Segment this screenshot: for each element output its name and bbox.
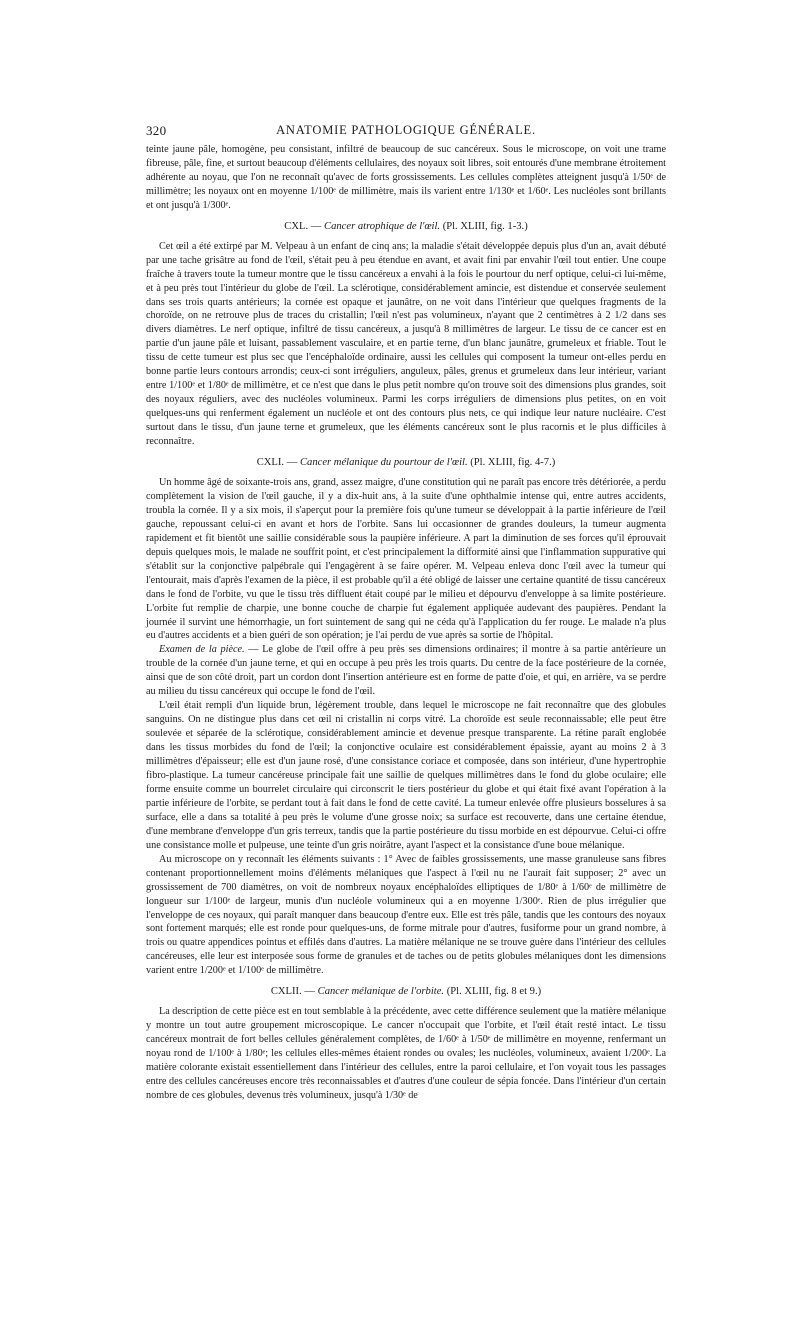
paragraph: Cet œil a été extirpé par M. Velpeau à un enfant de cinq ans; la maladie s'était développée depuis plus d'un an, avait débuté par une tache grisâtre au fond de l'œil, s'était peu à peu étendue en avant, et avait fini par envahir l'œil tout entier. Une coupe fraîche à travers toute la tumeur montre que le tissu cancéreux a envahi à la fois le pourtour du nerf optique, celui-ci lui-même, et à peu près tout l'intérieur du globe de l'œil. La sclérotique, considérablement amincie, est distendue et conservée seulement dans ses trois quarts antérieurs; la cornée est opaque et jaunâtre, on ne voit dans l'intérieur que quelques fragments de la choroïde, on ne retrouve plus de traces du cristallin; l'œil n'est pas volumineux, n'ayant que 2 centimètres à 2 1/2 dans ses divers diamètres. Le nerf optique, infiltré de tissu cancéreux, a jusqu'à 8 millimètres de largeur. Le tissu de ce cancer est en partie d'un jaune pâle et luisant, passablement vasculaire, et en partie terne, d'un blanc jaunâtre, grumeleux et friable. Tout le tissu de cette tumeur est plus sec que l'encéphaloïde ordinaire, aussi les cellules qui composent la tumeur ont-elles perdu en bonne partie leurs contours arrondis; ceux-ci sont irréguliers, anguleux, pâles, grenus et grumeleux dans leur intérieur, variant entre 1/100ᵉ et 1/80ᵉ de millimètre, et ce n'est que dans le plus petit nombre qu'on trouve soit des dimensions plus grandes, soit des noyaux réguliers, avec des nucléoles volumineux. Parmi les corps irréguliers de dimensions plus petites, on en voit quelques-uns qui renferment également un nucléole et ont des contours plus nets, ce qui indique leur nature nucléaire. C'est surtout dans le tissu, d'un jaune terne et grumeleux, que les éléments cancéreux sont le plus racornis et le plus difficiles à reconnaître.: [146, 240, 666, 448]
paragraph: Au microscope on y reconnaît les éléments suivants : 1° Avec de faibles grossissements, une masse granuleuse sans fibres contenant proportionnellement moins d'éléments mélaniques que l'aspect à l'œil nu ne l'aurait fait supposer; 2° avec un grossissement de 700 diamètres, on voit de nombreux noyaux encéphaloïdes elliptiques de 1/80ᵉ à 1/60ᵉ de millimètre de longueur sur 1/100ᵉ de largeur, munis d'un nucléole volumineux qui a en moyenne 1/300ᵉ. Rien de plus irrégulier que l'enveloppe de ces noyaux, qui paraît manquer dans beaucoup d'entre eux. Elle est très pâle, tandis que les contours des noyaux sont fortement marqués; elle est ronde pour quelques-uns, de forme mitrale pour d'autres, fusiforme pour un grand nombre, à trois ou quatre appendices pointus et effilés dans d'autres. La matière mélanique ne se trouve guère dans l'intérieur des cellules cancéreuses, elle leur est interposée sous forme de granules et de taches ou de petits globules mélaniques dont les dimensions varient entre 1/200ᵉ et 1/100ᵉ de millimètre.: [146, 853, 666, 977]
section-number: CXL. —: [284, 220, 324, 232]
plate-reference: (Pl. XLIII, fig. 4-7.): [467, 457, 556, 469]
body-text: [146, 143, 666, 1103]
paragraph: [146, 643, 666, 699]
paragraph-label: Examen de la pièce.: [159, 644, 245, 656]
section-title: Cancer atrophique de l'œil.: [324, 220, 441, 232]
running-head: ANATOMIE PATHOLOGIQUE GÉNÉRALE.: [276, 123, 536, 137]
paragraph: La description de cette pièce est en tout semblable à la précédente, avec cette différence seulement que la matière mélanique y montre un tout autre groupement microscopique. Le cancer n'occupait que l'orbite, et l'œil était resté intact. Le tissu cancéreux montrait de fort belles cellules généralement complètes, de 1/60ᵉ à 1/50ᵉ de millimètre en moyenne, renfermant un noyau rond de 1/100ᵉ à 1/80ᵉ; les cellules elles-mêmes étaient rondes ou ovales; les nucléoles, volumineux, avaient 1/200ᵉ. La matière colorante existait essentiellement dans l'intérieur des cellules, entre la paroi cellulaire, et l'on voyait tous les passages entre des cellules cancéreuses encore très reconnaissables et d'autres d'une couleur de sépia foncée. Dans l'intérieur d'un certain nombre de ces globules, devenus très volumineux, jusqu'à 1/30ᵉ de: [146, 1006, 666, 1101]
page-number: 320: [146, 123, 167, 138]
section-number: CXLI. —: [256, 457, 300, 469]
section-heading-cxl: [146, 220, 666, 234]
paragraph: Un homme âgé de soixante-trois ans, grand, assez maigre, d'une constitution qui ne paraît pas encore très détériorée, a perdu complètement la vision de l'œil gauche, il y a dix-huit ans, à la suite d'une ophthalmie intense qui, entre autres accidents, troubla la cornée. Il y a six mois, il s'aperçut pour la première fois qu'une tumeur se développait à la partie inférieure de l'œil gauche, repoussant celui-ci en avant et hors de l'orbite. Sans lui occasionner de grandes douleurs, la tumeur augmenta rapidement et fit bientôt une saillie considérable sous la paupière inférieure. A part la diminution de ses forces qu'il éprouvait depuis quelques mois, le malade ne souffrit point, et c'est principalement la difformité ainsi que l'inflammation suppurative qui s'établit sur la conjonctive palpébrale qui l'engagèrent à se faire opérer. M. Velpeau enleva donc l'œil avec la tumeur qui l'entourait, mais d'après l'examen de la pièce, il est probable qu'il a été obligé de laisser une certaine quantité de tissu cancéreux dans le fond de l'orbite, vu que le tissu très diffluent était coupé par le milieu et dépourvu d'enveloppe à sa limite postérieure. L'orbite fut remplie de charpie, une bonne couche de charpie fut également appliquée audevant des paupières. Pendant la journée il survint une hémorrhagie, un fort suintement de sang qui ne céda qu'à l'application du fer rouge. Le malade n'a plus eu d'autres accidents et a bien guéri de son opération; je l'ai perdu de vue après sa sortie de l'hôpital.: [146, 476, 666, 642]
paragraph: L'œil était rempli d'un liquide brun, légèrement trouble, dans lequel le microscope ne fait reconnaître que des globules sanguins. On ne distingue plus dans cet œil ni cristallin ni corps vitré. La choroïde est seule reconnaissable; elle peut être soulevée et séparée de la sclérotique, considérablement amincie et devenue presque transparente. La rétine paraît englobée dans les tissus morbides du fond de l'œil; la conjonctive oculaire est considérablement épaissie, ayant au moins 2 à 3 millimètres d'épaisseur; elle est d'un jaune rosé, d'une consistance coriace et composée, dans son intérieur, d'une hypertrophie fibro-plastique. La tumeur cancéreuse principale fait une saillie de quelques millimètres dans le fond du globe oculaire; elle forme ensuite comme un bourrelet circulaire qui circonscrit le tiers postérieur du globe et qui était fixé avant l'opération à la partie inférieure de l'orbite, se perdant tout à fait dans le fond de cette cavité. La tumeur enlevée offre plusieurs bosselures à sa surface, elle a dans sa totalité à peu près le volume d'une grosse noix; sa surface est recouverte, dans une certaine étendue, d'une membrane d'enveloppe d'un gris terreux, tandis que la partie postérieure du tissu morbide en est dépourvue. Celui-ci offre une consistance molle et pulpeuse, une teinte d'un gris noirâtre, ayant l'aspect et la consistance d'une boue mélanique.: [146, 700, 666, 851]
section-title: Cancer mélanique de l'orbite.: [317, 986, 445, 998]
section-heading-cxli: [146, 456, 666, 470]
paragraph-continuation: teinte jaune pâle, homogène, peu consistant, infiltré de beaucoup de suc cancéreux. Sous le microscope, on voit une trame fibreuse, pâle, fine, et surtout beaucoup d'éléments cellulaires, des noyaux soit libres, soit entourés d'une membrane étroitement adhérente au noyau, que l'on ne reconnaît qu'avec de forts grossissements. Les cellules complètes atteignent jusqu'à 1/50ᵉ de millimètre; les noyaux ont en moyenne 1/100ᵉ de millimètre, mais ils varient entre 1/130ᵉ et 1/60ᵉ. Les nucléoles sont brillants et ont jusqu'à 1/300ᵉ.: [146, 144, 666, 211]
page-header: [146, 123, 666, 143]
section-number: CXLII. —: [270, 986, 318, 998]
paragraph-text: — Le globe de l'œil offre à peu près ses dimensions ordinaires; il montre à sa partie antérieure un trouble de la cornée d'un jaune terne, et qui en occupe à peu près les trois quarts. Du centre de la face postérieure de la cornée, ainsi que de son côté droit, part un cordon dont l'insertion antérieure est en forme de patte d'oie, et qui, en arrière, va se perdre au milieu du tissu cancéreux qui occupe le fond de l'œil.: [146, 644, 667, 698]
plate-reference: (Pl. XLIII, fig. 8 et 9.): [444, 986, 542, 998]
section-title: Cancer mélanique du pourtour de l'œil.: [299, 457, 468, 469]
plate-reference: (Pl. XLIII, fig. 1-3.): [440, 220, 528, 232]
section-heading-cxlii: [146, 985, 666, 999]
